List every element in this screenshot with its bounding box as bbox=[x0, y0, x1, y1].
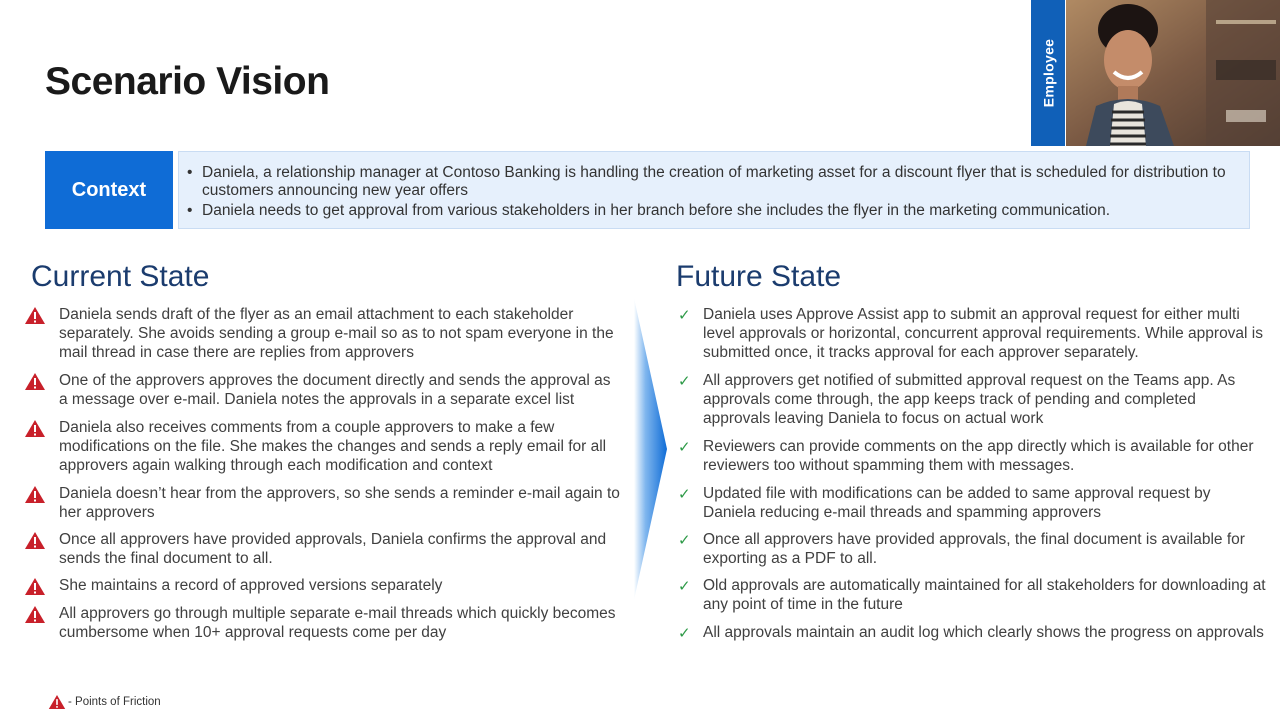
warning-icon bbox=[24, 577, 46, 596]
check-icon: ✓ bbox=[678, 373, 691, 390]
list-item-text: Old approvals are automatically maintained for all stakeholders for downloading at any point of time in the future bbox=[703, 577, 1266, 613]
warning-icon bbox=[24, 419, 46, 438]
current-state-list bbox=[24, 305, 622, 644]
legend-label: - Points of Friction bbox=[68, 696, 161, 708]
future-state-heading: Future State bbox=[676, 260, 842, 293]
list-item bbox=[676, 371, 1266, 437]
list-item bbox=[24, 604, 622, 644]
list-item bbox=[676, 623, 1266, 663]
warning-icon bbox=[24, 306, 46, 325]
list-item bbox=[676, 530, 1266, 576]
list-item bbox=[24, 530, 622, 576]
list-item-text: All approvers go through multiple separate e-mail threads which quickly becomes cumbersome when 10+ approval requests come per day bbox=[59, 605, 616, 641]
check-icon: ✓ bbox=[678, 439, 691, 456]
list-item bbox=[24, 305, 622, 371]
list-item bbox=[24, 576, 622, 604]
check-icon: ✓ bbox=[678, 625, 691, 642]
list-item-text: Daniela doesn’t hear from the approvers, so she sends a reminder e-mail again to her approvers bbox=[59, 485, 620, 521]
persona-tab bbox=[1031, 0, 1065, 146]
warning-icon bbox=[24, 372, 46, 391]
list-item bbox=[676, 576, 1266, 623]
list-item-text: Reviewers can provide comments on the app directly which is available for other reviewers too without spamming them with messages. bbox=[703, 438, 1254, 474]
list-item-text: Daniela sends draft of the flyer as an email attachment to each stakeholder separately. She avoids sending a group e-mail so as to not spam everyone in the mail thread in case there are replies from approvers bbox=[59, 306, 614, 361]
warning-icon bbox=[24, 485, 46, 504]
warning-icon bbox=[24, 531, 46, 550]
check-icon: ✓ bbox=[678, 578, 691, 595]
future-state-list bbox=[676, 305, 1266, 663]
warning-icon bbox=[24, 605, 46, 624]
context-label: Context bbox=[45, 151, 173, 229]
current-state-heading: Current State bbox=[31, 260, 210, 293]
page-title: Scenario Vision bbox=[45, 60, 330, 103]
list-item-text: Daniela uses Approve Assist app to submit an approval request for either multi level approvals or horizontal, concurrent approval requirements. While approval is submitted once, it tracks approval for each approver separately. bbox=[703, 306, 1263, 361]
list-item bbox=[676, 484, 1266, 530]
persona-tab-label: Employee bbox=[1040, 38, 1057, 108]
list-item-text: All approvers get notified of submitted approval request on the Teams app. As approvals come through, the app keeps track of pending and completed approvals leaving Daniela to focus on actual work bbox=[703, 372, 1236, 427]
check-icon: ✓ bbox=[678, 307, 691, 324]
legend bbox=[48, 694, 161, 710]
employee-photo bbox=[1066, 0, 1280, 146]
context-box bbox=[178, 151, 1250, 229]
list-item-text: One of the approvers approves the document directly and sends the approval as a message over e-mail. Daniela notes the approvals in a separate excel list bbox=[59, 372, 611, 408]
list-item bbox=[24, 484, 622, 530]
list-item-text: All approvals maintain an audit log which clearly shows the progress on approvals bbox=[703, 624, 1264, 641]
context-bullet: • Daniela needs to get approval from various stakeholders in her branch before she includes the flyer in the marketing communication. bbox=[185, 202, 1239, 220]
check-icon: ✓ bbox=[678, 486, 691, 503]
list-item-text: Once all approvers have provided approvals, the final document is available for exporting as a PDF to all. bbox=[703, 531, 1245, 567]
list-item bbox=[676, 305, 1266, 371]
list-item-text: She maintains a record of approved versions separately bbox=[59, 577, 443, 594]
warning-icon bbox=[48, 694, 66, 710]
list-item-text: Daniela also receives comments from a couple approvers to make a few modifications on the file. She makes the changes and sends a reply email for all approvers again walking through each modification and context bbox=[59, 419, 607, 474]
transition-arrow-icon bbox=[634, 298, 668, 600]
list-item-text: Updated file with modifications can be added to same approval request by Daniela reducing e-mail threads and spamming approvers bbox=[703, 485, 1211, 521]
list-item bbox=[24, 418, 622, 484]
list-item-text: Once all approvers have provided approvals, Daniela confirms the approval and sends the final document to all. bbox=[59, 531, 607, 567]
check-icon: ✓ bbox=[678, 532, 691, 549]
list-item bbox=[24, 371, 622, 418]
context-bullet: • Daniela, a relationship manager at Contoso Banking is handling the creation of marketing asset for a discount flyer that is scheduled for distribution to customers announcing new year offers bbox=[185, 164, 1239, 200]
list-item bbox=[676, 437, 1266, 484]
